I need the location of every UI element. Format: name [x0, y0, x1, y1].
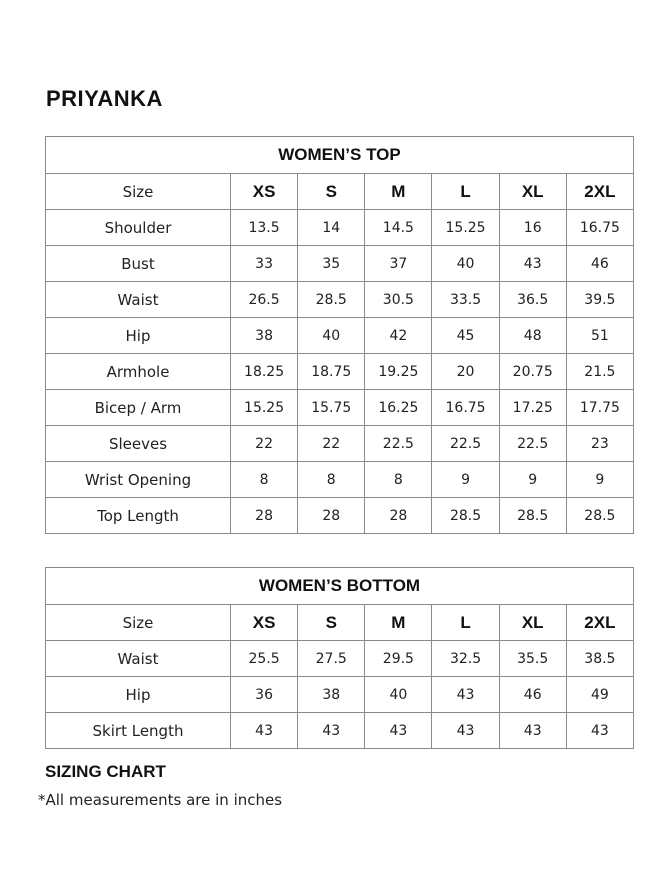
measurement-value: 14: [298, 210, 365, 246]
measurement-value: 51: [566, 318, 633, 354]
brand-title: PRIYANKA: [46, 86, 163, 111]
measurement-label: Bust: [46, 246, 231, 282]
measurement-value: 18.75: [298, 354, 365, 390]
table-row: [46, 246, 634, 282]
measurement-value: 16.75: [566, 210, 633, 246]
measurement-value: 46: [566, 246, 633, 282]
table-row: [46, 641, 634, 677]
size-header-row: [46, 605, 634, 641]
table-row: [46, 390, 634, 426]
measurement-value: 26.5: [231, 282, 298, 318]
measurement-value: 20.75: [499, 354, 566, 390]
size-label: XS: [231, 605, 298, 641]
measurement-value: 43: [499, 246, 566, 282]
measurement-value: 49: [566, 677, 633, 713]
measurement-value: 28.5: [566, 498, 633, 534]
table-row: [46, 354, 634, 390]
measurement-value: 22: [231, 426, 298, 462]
measurement-value: 16.25: [365, 390, 432, 426]
measurement-value: 15.25: [432, 210, 499, 246]
measurement-value: 18.25: [231, 354, 298, 390]
size-label: S: [298, 605, 365, 641]
measurement-value: 33.5: [432, 282, 499, 318]
measurement-note: *All measurements are in inches: [38, 791, 283, 809]
measurement-value: 35.5: [499, 641, 566, 677]
measurement-value: 43: [231, 713, 298, 749]
size-header-row: [46, 174, 634, 210]
measurement-value: 16: [499, 210, 566, 246]
measurement-value: 27.5: [298, 641, 365, 677]
measurement-value: 38: [231, 318, 298, 354]
size-header-label: Size: [46, 605, 231, 641]
measurement-label: Hip: [46, 318, 231, 354]
measurement-value: 36.5: [499, 282, 566, 318]
measurement-value: 9: [566, 462, 633, 498]
measurement-value: 16.75: [432, 390, 499, 426]
measurement-value: 37: [365, 246, 432, 282]
measurement-value: 43: [432, 677, 499, 713]
measurement-value: 36: [231, 677, 298, 713]
measurement-label: Bicep / Arm: [46, 390, 231, 426]
size-label: L: [432, 605, 499, 641]
measurement-label: Skirt Length: [46, 713, 231, 749]
size-label: XS: [231, 174, 298, 210]
measurement-value: 45: [432, 318, 499, 354]
table-caption-row: [46, 137, 634, 174]
measurement-value: 23: [566, 426, 633, 462]
measurement-value: 39.5: [566, 282, 633, 318]
measurement-value: 22: [298, 426, 365, 462]
measurement-value: 40: [365, 677, 432, 713]
table-row: [46, 282, 634, 318]
measurement-value: 17.25: [499, 390, 566, 426]
measurement-value: 33: [231, 246, 298, 282]
size-label: 2XL: [566, 174, 633, 210]
table-caption-row: [46, 568, 634, 605]
measurement-label: Shoulder: [46, 210, 231, 246]
measurement-value: 38.5: [566, 641, 633, 677]
measurement-value: 28: [298, 498, 365, 534]
measurement-value: 43: [432, 713, 499, 749]
measurement-value: 8: [231, 462, 298, 498]
measurement-value: 21.5: [566, 354, 633, 390]
measurement-value: 20: [432, 354, 499, 390]
measurement-label: Waist: [46, 282, 231, 318]
size-label: 2XL: [566, 605, 633, 641]
measurement-value: 43: [499, 713, 566, 749]
measurement-value: 9: [499, 462, 566, 498]
table-caption: WOMEN’S TOP: [46, 137, 634, 174]
womens-top-table: [45, 136, 634, 534]
table-row: [46, 498, 634, 534]
measurement-value: 38: [298, 677, 365, 713]
measurement-value: 17.75: [566, 390, 633, 426]
table-row: [46, 713, 634, 749]
measurement-value: 28.5: [298, 282, 365, 318]
measurement-value: 22.5: [432, 426, 499, 462]
measurement-label: Waist: [46, 641, 231, 677]
table-row: [46, 210, 634, 246]
measurement-value: 28: [231, 498, 298, 534]
measurement-value: 43: [298, 713, 365, 749]
size-header-label: Size: [46, 174, 231, 210]
table-row: [46, 318, 634, 354]
size-label: M: [365, 174, 432, 210]
size-label: L: [432, 174, 499, 210]
table-row: [46, 426, 634, 462]
measurement-value: 28.5: [432, 498, 499, 534]
size-label: XL: [499, 174, 566, 210]
measurement-value: 30.5: [365, 282, 432, 318]
measurement-value: 9: [432, 462, 499, 498]
measurement-label: Top Length: [46, 498, 231, 534]
sizing-chart-title: SIZING CHART: [45, 762, 166, 781]
measurement-value: 25.5: [231, 641, 298, 677]
table-caption: WOMEN’S BOTTOM: [46, 568, 634, 605]
measurement-label: Sleeves: [46, 426, 231, 462]
table-row: [46, 677, 634, 713]
measurement-label: Armhole: [46, 354, 231, 390]
measurement-value: 35: [298, 246, 365, 282]
table-row: [46, 462, 634, 498]
measurement-value: 14.5: [365, 210, 432, 246]
measurement-value: 19.25: [365, 354, 432, 390]
measurement-label: Wrist Opening: [46, 462, 231, 498]
measurement-value: 32.5: [432, 641, 499, 677]
measurement-value: 46: [499, 677, 566, 713]
measurement-value: 42: [365, 318, 432, 354]
measurement-value: 8: [365, 462, 432, 498]
measurement-value: 48: [499, 318, 566, 354]
measurement-value: 43: [566, 713, 633, 749]
measurement-value: 22.5: [365, 426, 432, 462]
measurement-label: Hip: [46, 677, 231, 713]
measurement-value: 13.5: [231, 210, 298, 246]
size-label: S: [298, 174, 365, 210]
measurement-value: 29.5: [365, 641, 432, 677]
measurement-value: 40: [298, 318, 365, 354]
measurement-value: 8: [298, 462, 365, 498]
measurement-value: 15.25: [231, 390, 298, 426]
size-label: M: [365, 605, 432, 641]
measurement-value: 28.5: [499, 498, 566, 534]
measurement-value: 43: [365, 713, 432, 749]
measurement-value: 15.75: [298, 390, 365, 426]
womens-bottom-table: [45, 567, 634, 749]
measurement-value: 22.5: [499, 426, 566, 462]
size-label: XL: [499, 605, 566, 641]
measurement-value: 40: [432, 246, 499, 282]
measurement-value: 28: [365, 498, 432, 534]
